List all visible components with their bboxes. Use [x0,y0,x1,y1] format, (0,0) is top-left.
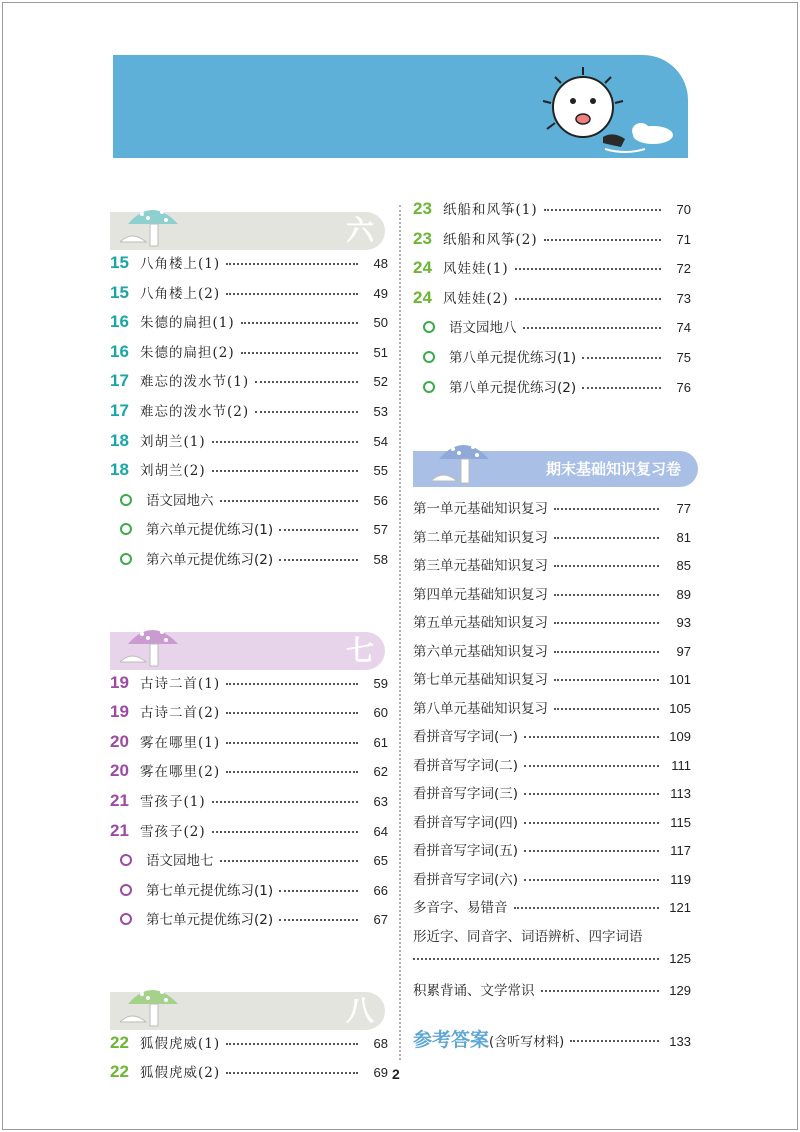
circle-bullet-icon [423,321,435,333]
page-ref: 119 [670,871,691,887]
toc-right-column [413,198,691,1052]
entry-title: 看拼音写字词(四) [413,814,519,831]
leader-dots [241,352,358,354]
leader-dots [255,411,358,413]
toc-entry[interactable] [413,376,691,406]
leader-dots [544,209,661,211]
page-number: 2 [392,1066,400,1082]
toc-entry[interactable] [413,979,691,1008]
page-ref: 121 [669,900,691,916]
toc-entry[interactable] [413,754,691,783]
page-ref: 58 [373,551,388,567]
toc-entry[interactable] [110,672,388,702]
toc-entry[interactable] [413,497,691,526]
leader-dots [241,322,358,324]
toc-entry[interactable] [110,731,388,761]
toc-entry[interactable] [110,1061,388,1091]
page-ref: 64 [373,823,388,839]
entry-title: 第八单元提优练习(2) [449,379,577,396]
page-ref: 54 [373,433,388,449]
toc-entry[interactable] [413,346,691,376]
leader-dots [212,801,358,803]
toc-entry[interactable] [110,548,388,578]
leader-dots [554,537,659,539]
page-ref: 101 [669,672,691,688]
entry-title: 第六单元基础知识复习 [413,643,548,660]
mushroom-icon [431,433,501,489]
circle-bullet-icon [120,523,132,535]
page-ref: 67 [373,912,388,928]
final-review-title: 期末基础知识复习卷 [545,460,681,479]
toc-entry[interactable] [413,697,691,726]
page-ref: 63 [373,793,388,809]
lesson-number: 18 [110,430,129,450]
leader-dots [554,708,659,710]
lesson-title: 风娃娃(2) [443,290,509,307]
page-ref: 66 [373,882,388,898]
toc-entry[interactable] [110,370,388,400]
lesson-number: 23 [413,199,432,218]
mushroom-icon [120,618,190,674]
leader-dots [226,293,358,295]
page-ref: 50 [373,315,388,331]
lesson-title: 难忘的泼水节(1) [140,374,250,391]
toc-entry[interactable] [110,879,388,909]
lesson-number: 21 [110,820,129,840]
entry-title: 语文园地七 [146,853,214,870]
leader-dots [524,793,659,795]
page-ref: 81 [676,529,691,545]
header-banner [113,55,688,158]
page-ref: 89 [676,586,691,602]
toc-entry[interactable] [413,316,691,346]
toc-entry[interactable] [110,701,388,731]
circle-bullet-icon [120,494,132,506]
lesson-title: 刘胡兰(1) [140,433,206,450]
lesson-number: 19 [110,672,129,692]
entry-title: 第一单元基础知识复习 [413,501,548,518]
leader-dots [279,890,358,892]
toc-entry-wrapped[interactable] [413,925,691,979]
lesson-number: 24 [413,258,432,278]
leader-dots [212,831,358,833]
final-review-header [413,433,691,491]
entry-title: 看拼音写字词(二) [413,757,519,774]
leader-dots [582,387,661,389]
toc-entry[interactable] [413,228,691,258]
lesson-title: 雪孩子(1) [140,793,206,810]
lesson-number: 21 [110,790,129,810]
lesson-number: 16 [110,312,129,332]
unit-number: 六 [345,214,374,247]
toc-entry[interactable] [413,257,691,287]
lesson-number: 17 [110,400,129,420]
page-ref: 56 [373,492,388,508]
lesson-title: 雾在哪里(1) [140,734,221,751]
leader-dots [523,327,662,329]
entry-title: 第六单元提优练习(1) [146,522,274,539]
entry-title: 第五单元基础知识复习 [413,615,548,632]
leader-dots [554,622,659,624]
lesson-title: 狐假虎威(2) [140,1065,221,1082]
leader-dots [514,907,660,909]
page-ref: 52 [373,374,388,390]
circle-bullet-icon [120,553,132,565]
leader-dots [226,683,358,685]
page-ref: 53 [373,403,388,419]
unit-8-list [110,1032,388,1091]
lesson-title: 朱德的扁担(2) [140,344,235,361]
toc-entry[interactable] [413,725,691,754]
toc-entry[interactable] [110,820,388,850]
page-ref: 109 [669,729,691,745]
leader-dots [212,441,358,443]
lesson-number: 18 [110,460,129,480]
toc-entry[interactable] [110,908,388,938]
entry-title: 第六单元提优练习(2) [146,551,274,568]
leader-dots [524,736,659,738]
leader-dots [279,919,358,921]
leader-dots [413,958,659,960]
page-ref: 51 [373,344,388,360]
toc-entry[interactable] [413,868,691,897]
page-ref: 48 [373,256,388,271]
page-ref: 62 [373,764,388,780]
toc-entry[interactable] [110,1032,388,1062]
column-divider [399,205,401,1060]
page-ref: 49 [373,285,388,301]
lesson-number: 15 [110,253,129,272]
mushroom-icon [120,198,190,254]
toc-entry[interactable] [413,668,691,697]
leader-dots [220,860,359,862]
toc-entry[interactable] [413,896,691,925]
toc-entry[interactable] [110,459,388,489]
leader-dots [220,500,359,502]
toc-entry[interactable] [413,198,691,228]
unit-6-list [110,252,388,578]
toc-entry[interactable] [110,400,388,430]
entry-title: 看拼音写字词(三) [413,786,519,803]
page-ref: 72 [676,261,691,277]
page-ref: 129 [669,982,691,998]
lesson-title: 八角楼上(2) [140,285,221,302]
entry-title: 第二单元基础知识复习 [413,529,548,546]
leader-dots [570,1040,659,1042]
leader-dots [226,742,358,744]
leader-dots [554,508,659,510]
unit-7-list [110,672,388,938]
page-ref: 115 [670,814,691,830]
toc-entry[interactable] [110,341,388,371]
page-ref: 68 [373,1035,388,1051]
page-ref: 85 [676,558,691,574]
entry-title: 语文园地六 [146,492,214,509]
lesson-number: 15 [110,282,129,302]
lesson-number: 16 [110,341,129,361]
entry-title: 第七单元提优练习(2) [146,912,274,929]
entry-title: 第八单元基础知识复习 [413,700,548,717]
page-ref: 61 [373,734,388,750]
toc-entry[interactable] [413,526,691,555]
leader-dots [279,559,358,561]
unit-7-header [110,618,388,667]
lesson-title: 纸船和风筝(2) [443,231,538,248]
leader-dots [524,850,659,852]
leader-dots [524,822,659,824]
page-ref: 76 [676,379,691,395]
entry-title: 看拼音写字词(五) [413,843,519,860]
lesson-title: 风娃娃(1) [443,261,509,278]
leader-dots [524,765,659,767]
page-ref: 125 [669,950,691,966]
circle-bullet-icon [120,884,132,896]
entry-title: 第七单元基础知识复习 [413,672,548,689]
page-ref: 69 [373,1065,388,1081]
answers-entry[interactable] [413,1025,691,1052]
unit-number: 八 [345,993,374,1027]
leader-dots [554,594,659,596]
page-ref: 59 [373,675,388,691]
lesson-title: 八角楼上(1) [140,256,221,272]
answers-title: 参考答案 [413,1029,490,1052]
mushroom-icon [120,978,190,1034]
page-ref: 57 [373,522,388,538]
leader-dots [582,357,661,359]
toc-entry[interactable] [413,611,691,640]
leader-dots [226,771,358,773]
circle-bullet-icon [423,381,435,393]
leader-dots [212,470,358,472]
toc-entry[interactable] [413,554,691,583]
lesson-title: 难忘的泼水节(2) [140,403,250,420]
page-ref: 55 [373,463,388,479]
entry-title: 看拼音写字词(一) [413,729,519,746]
leader-dots [554,679,659,681]
page-ref: 117 [670,843,691,859]
answers-subtitle: (含听写材料) [489,1035,565,1051]
leader-dots [554,651,659,653]
circle-bullet-icon [423,351,435,363]
leader-dots [515,268,661,270]
lesson-number: 20 [110,761,129,781]
page-ref: 93 [676,615,691,631]
lesson-title: 刘胡兰(2) [140,463,206,480]
entry-title: 第三单元基础知识复习 [413,558,548,575]
toc-entry[interactable] [110,790,388,820]
final-review-list [413,497,691,1007]
leader-dots [515,298,661,300]
entry-title: 看拼音写字词(六) [413,871,519,888]
leader-dots [255,381,358,383]
page-ref: 75 [676,349,691,365]
lesson-number: 17 [110,371,129,391]
unit-8-continued-list [413,198,691,405]
toc-entry[interactable] [413,583,691,612]
entry-title: 第七单元提优练习(1) [146,882,274,899]
lesson-title: 古诗二首(2) [140,705,221,722]
toc-entry[interactable] [413,782,691,811]
toc-entry[interactable] [110,760,388,790]
toc-entry[interactable] [110,430,388,460]
lesson-title: 雾在哪里(2) [140,764,221,781]
leader-dots [554,565,659,567]
toc-entry[interactable] [110,311,388,341]
page-ref: 111 [671,757,691,773]
page-ref: 71 [676,231,691,247]
entry-title: 第八单元提优练习(1) [449,349,577,366]
entry-title: 语文园地八 [449,320,517,337]
circle-bullet-icon [120,854,132,866]
lesson-number: 24 [413,287,432,307]
circle-bullet-icon [120,913,132,925]
toc-entry[interactable] [110,849,388,879]
lesson-title: 古诗二首(1) [140,675,221,692]
page-ref: 105 [669,700,691,716]
page-ref: 97 [676,643,691,659]
lesson-title: 纸船和风筝(1) [443,202,538,218]
leader-dots [226,1043,358,1045]
page-ref: 77 [676,501,691,517]
toc-entry[interactable] [110,489,388,519]
leader-dots [279,529,358,531]
leader-dots [524,879,659,881]
page-ref: 113 [670,786,691,802]
unit-8-header [110,978,388,1027]
lesson-number: 23 [413,228,432,248]
toc-entry[interactable] [413,839,691,868]
lesson-number: 22 [110,1062,129,1082]
toc-left-column [110,190,388,1091]
lesson-title: 雪孩子(2) [140,823,206,840]
leader-dots [226,263,358,265]
entry-title: 多音字、易错音 [413,900,508,917]
lesson-title: 狐假虎威(1) [140,1035,221,1052]
sun-kite-illustration-icon [533,65,683,165]
page-ref: 60 [373,705,388,721]
entry-title: 积累背诵、文学常识 [413,982,535,999]
lesson-number: 19 [110,702,129,722]
toc-entry[interactable] [110,518,388,548]
page-ref: 74 [676,320,691,336]
leader-dots [544,239,661,241]
toc-entry[interactable] [413,811,691,840]
entry-title: 第四单元基础知识复习 [413,586,548,603]
toc-entry[interactable] [413,287,691,317]
toc-entry[interactable] [110,282,388,312]
page-ref: 133 [669,1034,691,1050]
leader-dots [226,712,358,714]
entry-title: 形近字、同音字、词语辨析、四字词语 [413,928,643,945]
unit-6-header [110,198,388,247]
page-ref: 70 [676,202,691,217]
leader-dots [541,990,660,992]
unit-number: 七 [345,633,374,667]
toc-entry[interactable] [110,252,388,282]
page-ref: 65 [373,853,388,869]
lesson-number: 20 [110,731,129,751]
lesson-number: 22 [110,1032,129,1052]
page-ref: 73 [676,290,691,306]
lesson-title: 朱德的扁担(1) [140,315,235,332]
leader-dots [226,1072,358,1074]
toc-entry[interactable] [413,640,691,669]
